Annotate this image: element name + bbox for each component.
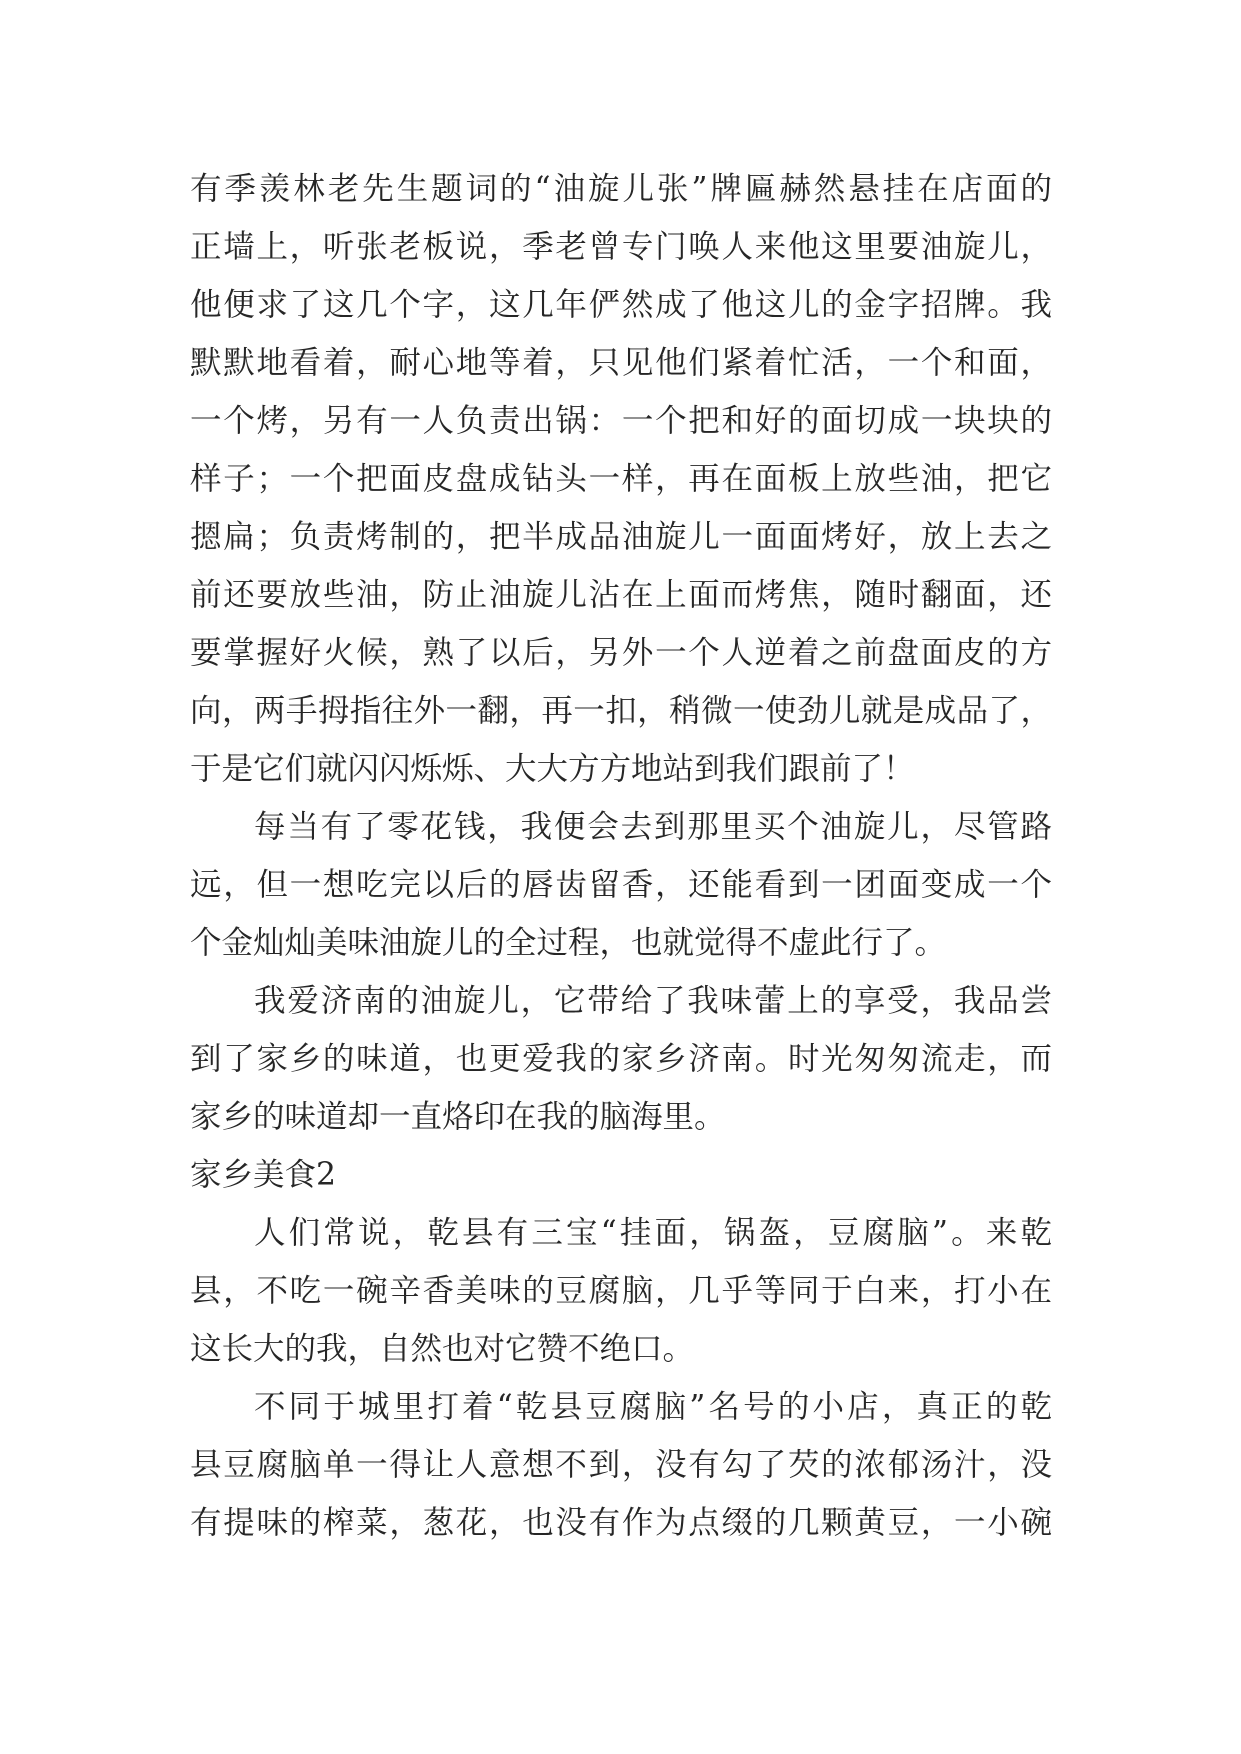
text-line: 一个烤，另有一人负责出锅：一个把和好的面切成一块块的: [190, 403, 1052, 439]
text-line: 到了家乡的味道，也更爱我的家乡济南。时光匆匆流走，而: [190, 1041, 1052, 1077]
text-line: 这长大的我，自然也对它赞不绝口。: [190, 1331, 695, 1367]
text-line: 摁扁；负责烤制的，把半成品油旋儿一面面烤好，放上去之: [190, 519, 1052, 555]
text-line: 我爱济南的油旋儿，它带给了我味蕾上的享受，我品尝: [254, 983, 1052, 1019]
text-line: 个金灿灿美味油旋儿的全过程，也就觉得不虚此行了。: [190, 925, 947, 961]
text-line: 于是它们就闪闪烁烁、大大方方地站到我们跟前了！: [190, 751, 915, 787]
text-line: 前还要放些油，防止油旋儿沾在上面而烤焦，随时翻面，还: [190, 577, 1052, 613]
document-page: [190, 160, 1052, 1552]
text-line: 人们常说，乾县有三宝“挂面，锅盔，豆腐脑”。来乾: [254, 1215, 1052, 1251]
text-line: 每当有了零花钱，我便会去到那里买个油旋儿，尽管路: [254, 809, 1052, 845]
text-line: 要掌握好火候，熟了以后，另外一个人逆着之前盘面皮的方: [190, 635, 1052, 671]
text-line: 家乡的味道却一直烙印在我的脑海里。: [190, 1099, 726, 1135]
text-line: 样子；一个把面皮盘成钻头一样，再在面板上放些油，把它: [190, 461, 1052, 497]
text-line: 向，两手拇指往外一翻，再一扣，稍微一使劲儿就是成品了，: [190, 693, 1052, 729]
text-line: 他便求了这几个字，这几年俨然成了他这儿的金字招牌。我: [190, 287, 1052, 323]
text-line: 正墙上，听张老板说，季老曾专门唤人来他这里要油旋儿，: [190, 229, 1052, 265]
text-line: 不同于城里打着“乾县豆腐脑”名号的小店，真正的乾: [254, 1389, 1052, 1425]
text-line: 有提味的榨菜，葱花，也没有作为点缀的几颗黄豆，一小碗: [190, 1505, 1052, 1541]
text-line: 有季羡林老先生题词的“油旋儿张”牌匾赫然悬挂在店面的: [190, 171, 1052, 207]
section-heading: 家乡美食2: [190, 1157, 337, 1193]
text-line: 县，不吃一碗辛香美味的豆腐脑，几乎等同于白来，打小在: [190, 1273, 1052, 1309]
text-line: 县豆腐脑单一得让人意想不到，没有勾了芡的浓郁汤汁，没: [190, 1447, 1052, 1483]
text-line: 远，但一想吃完以后的唇齿留香，还能看到一团面变成一个: [190, 867, 1052, 903]
text-line: 默默地看着，耐心地等着，只见他们紧着忙活，一个和面，: [190, 345, 1052, 381]
